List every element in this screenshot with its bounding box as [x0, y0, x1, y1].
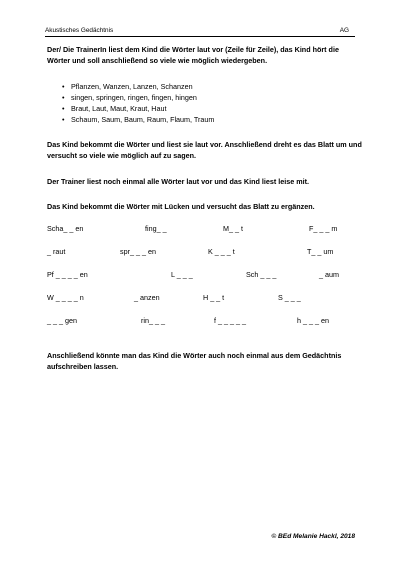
instruction-3: Das Kind bekommt die Wörter mit Lücken und versucht das Blatt zu ergänzen. [47, 202, 315, 211]
page-header [45, 27, 355, 37]
list-item: • singen, springen, ringen, fingen, hingen [62, 92, 214, 103]
copyright-footer: © BEd Melanie Hackl, 2018 [271, 533, 355, 540]
instruction-2: Der Trainer liest noch einmal alle Wörter laut vor und das Kind liest leise mit. [47, 177, 310, 186]
header-title: Akustisches Gedächtnis [45, 27, 114, 34]
gap-word: M_ _ t [223, 224, 243, 233]
gap-word: rin_ _ _ [141, 316, 165, 325]
gap-word: L _ _ _ [171, 270, 193, 279]
gap-word: Sch _ _ _ [246, 270, 277, 279]
gap-word: K _ _ _ t [208, 247, 235, 256]
gap-word: W _ _ _ _ n [47, 293, 84, 302]
gap-word: F_ _ _ m [309, 224, 338, 233]
gap-word: _ aum [319, 270, 339, 279]
gap-word: _ raut [47, 247, 66, 256]
instruction-1: Das Kind bekommt die Wörter und liest sie laut vor. Anschließend dreht es das Blatt um und versucht so viele wie möglich auf zu sagen. [47, 140, 362, 160]
gap-word: spr_ _ _ en [120, 247, 156, 256]
gap-word: Scha_ _ en [47, 224, 84, 233]
gap-word: h _ _ _ en [297, 316, 329, 325]
gap-word: Pf _ _ _ _ en [47, 270, 88, 279]
intro-paragraph: Der/ Die TrainerIn liest dem Kind die Wörter laut vor (Zeile für Zeile), das Kind hört die Wörter und soll anschließend so viele wie möglich wiedergeben. [47, 45, 339, 65]
gap-word: T_ _ um [307, 247, 334, 256]
gap-word: fing_ _ [145, 224, 167, 233]
gap-word: _ anzen [134, 293, 160, 302]
list-item: • Braut, Laut, Maut, Kraut, Haut [62, 103, 214, 114]
gap-word: f _ _ _ _ _ [214, 316, 246, 325]
closing-paragraph: Anschließend könnte man das Kind die Wörter auch noch einmal aus dem Gedächtnis aufschreiben lassen. [47, 351, 342, 371]
header-code: AG [339, 27, 349, 34]
list-item: • Schaum, Saum, Baum, Raum, Flaum, Traum [62, 114, 214, 125]
word-list [62, 81, 214, 125]
gap-word: H _ _ t [203, 293, 225, 302]
gap-word: _ _ _ gen [47, 316, 77, 325]
list-item: • Pflanzen, Wanzen, Lanzen, Schanzen [62, 81, 214, 92]
gap-word: S _ _ _ [278, 293, 301, 302]
